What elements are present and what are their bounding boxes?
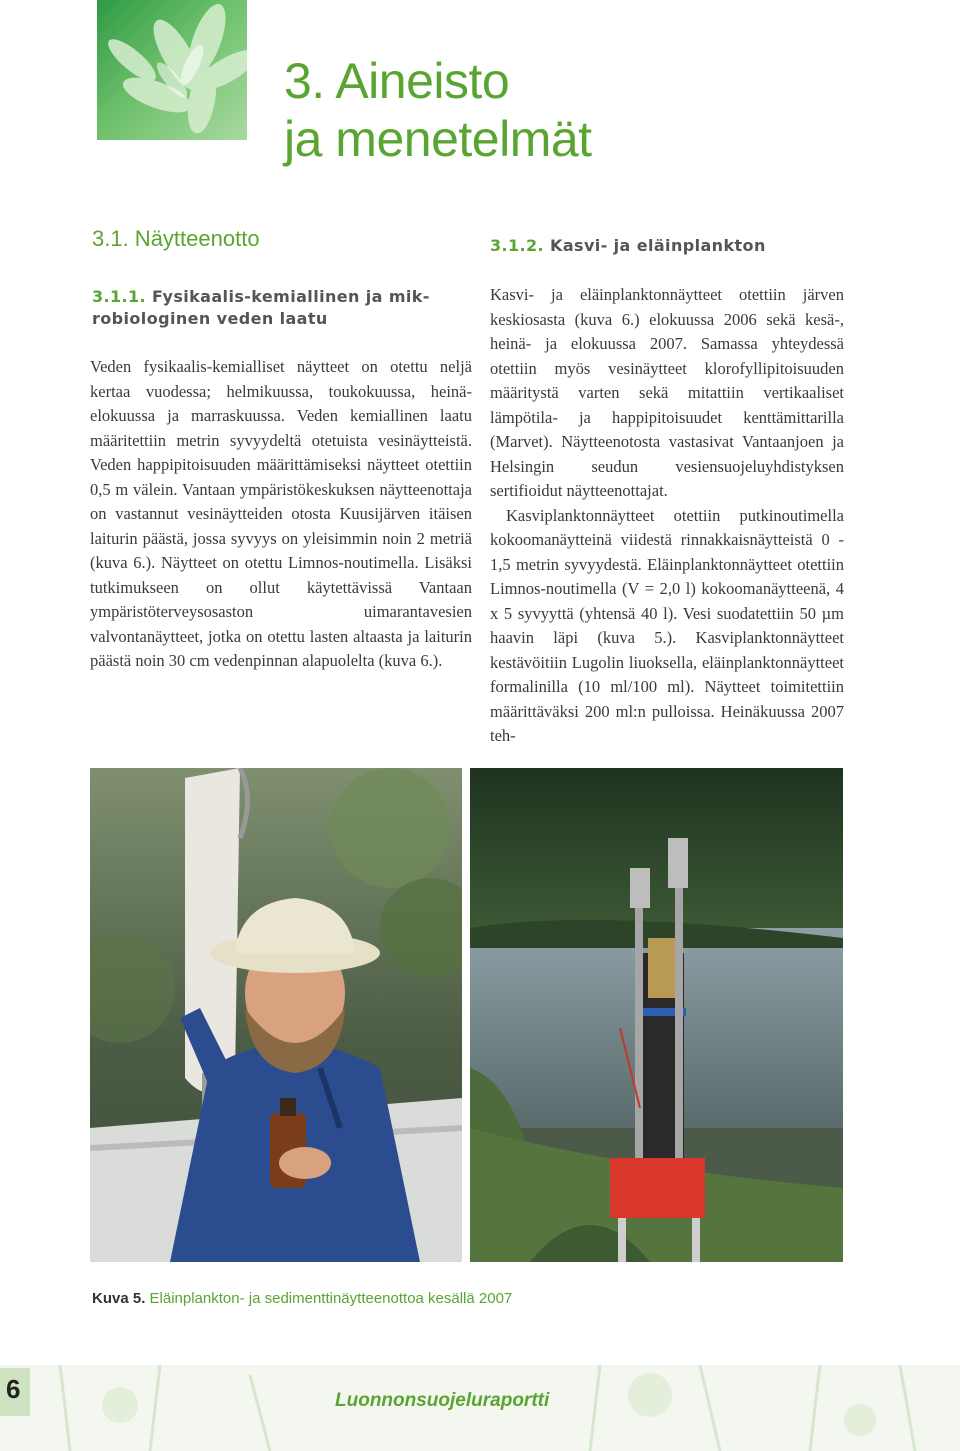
left-column-body bbox=[90, 355, 472, 674]
left-subheading-text: Fysikaalis-kemiallinen ja mik-robiologinen veden laatu bbox=[92, 287, 430, 328]
report-name: Luonnonsuojeluraportti bbox=[335, 1390, 550, 1411]
left-subheading bbox=[92, 286, 472, 330]
photo-man-with-plankton-net bbox=[90, 768, 462, 1262]
right-subheading-text: Kasvi- ja eläinplankton bbox=[550, 236, 766, 255]
right-subheading-number: 3.1.2. bbox=[490, 236, 545, 255]
caption-text: Eläinplankton- ja sedimenttinäytteenottoa kesällä 2007 bbox=[149, 1290, 513, 1307]
chapter-logo bbox=[97, 0, 247, 140]
right-column-body bbox=[490, 283, 844, 749]
section-heading: 3.1. Näytteenotto bbox=[92, 226, 260, 251]
right-subheading bbox=[490, 235, 870, 257]
right-paragraph-2: Kasviplanktonnäytteet otettiin putkinoutimella kokoomanäytteinä viidestä rinnakkaisnäytteistä 0 - 1,5 metrin syvyydestä. Eläinplanktonnäytteet otettiin Limnos-noutimella (V = 2,0 l) kokoomanäytteenä, 4 x 5 syvyyttä (yhtensä 40 l). Vesi suodatettiin 50 µm haavin läpi (kuva 5.). Kasviplanktonnäytteet kestävöitiin Lugolin liuoksella, eläinplanktonnäytteet formalinilla (10 ml/100 ml). Näytteet toimitettiin määrittäväksi 200 ml:n pulloissa. Heinäkuussa 2007 teh- bbox=[490, 505, 844, 745]
right-paragraph-1: Kasvi- ja eläinplanktonnäytteet otettiin järven keskiosasta (kuva 6.) elokuussa 2006 sekä kesä-, heinä- ja elokuussa 2007. Samassa yhteydessä otettiin myös vesinäytteet klorofyllipitoisuuden määritystä varten sekä mitattiin vertikaaliset lämpötila- ja happipitoisuudet kenttämittarilla (Marvet). Näytteenotosta vastasivat Vantaanjoen ja Helsingin seudun vesiensuojeluyhdistyksen sertifioidut näytteenottajat. bbox=[490, 285, 844, 500]
page-number-box bbox=[0, 1368, 30, 1416]
left-paragraph: Veden fysikaalis-kemialliset näytteet on otettu neljä kertaa vuodessa; helmikuussa, toukokuussa, heinä-elokuussa ja marraskuussa. Veden kemiallinen laatu määritettiin metrin syvyydeltä otetuista vesinäytteistä. Veden happipitoisuuden määrittämiseksi näytteet otettiin 0,5 m välein. Vantaan ympäristökeskuksen näytteenottaja on vastannut vesinäytteiden otosta Kuusijärven itäisen laiturin päästä, jossa syvyys on yleisimmin noin 2 metriä (kuva 6.). Näytteet on otettu Limnos-noutimella. Lisäksi tutkimukseen on ollut käytettävissä Vantaan ympäristöterveysosaston uimarantavesien valvontanäytteet, jotka on otettu lasten altaasta ja laiturin päästä noin 30 cm vedenpinnan alapuolelta (kuva 6.). bbox=[90, 357, 472, 670]
page-number: 6 bbox=[6, 1374, 21, 1404]
caption-label: Kuva 5. bbox=[92, 1290, 146, 1307]
figure-caption bbox=[92, 1290, 512, 1307]
flower-icon bbox=[97, 0, 247, 140]
photo-sediment-sampler bbox=[470, 768, 843, 1262]
chapter-title-line2: ja menetelmät bbox=[284, 111, 592, 167]
left-subheading-number: 3.1.1. bbox=[92, 287, 147, 306]
chapter-title-line1: 3. Aineisto bbox=[284, 53, 510, 109]
chapter-title bbox=[284, 52, 592, 168]
